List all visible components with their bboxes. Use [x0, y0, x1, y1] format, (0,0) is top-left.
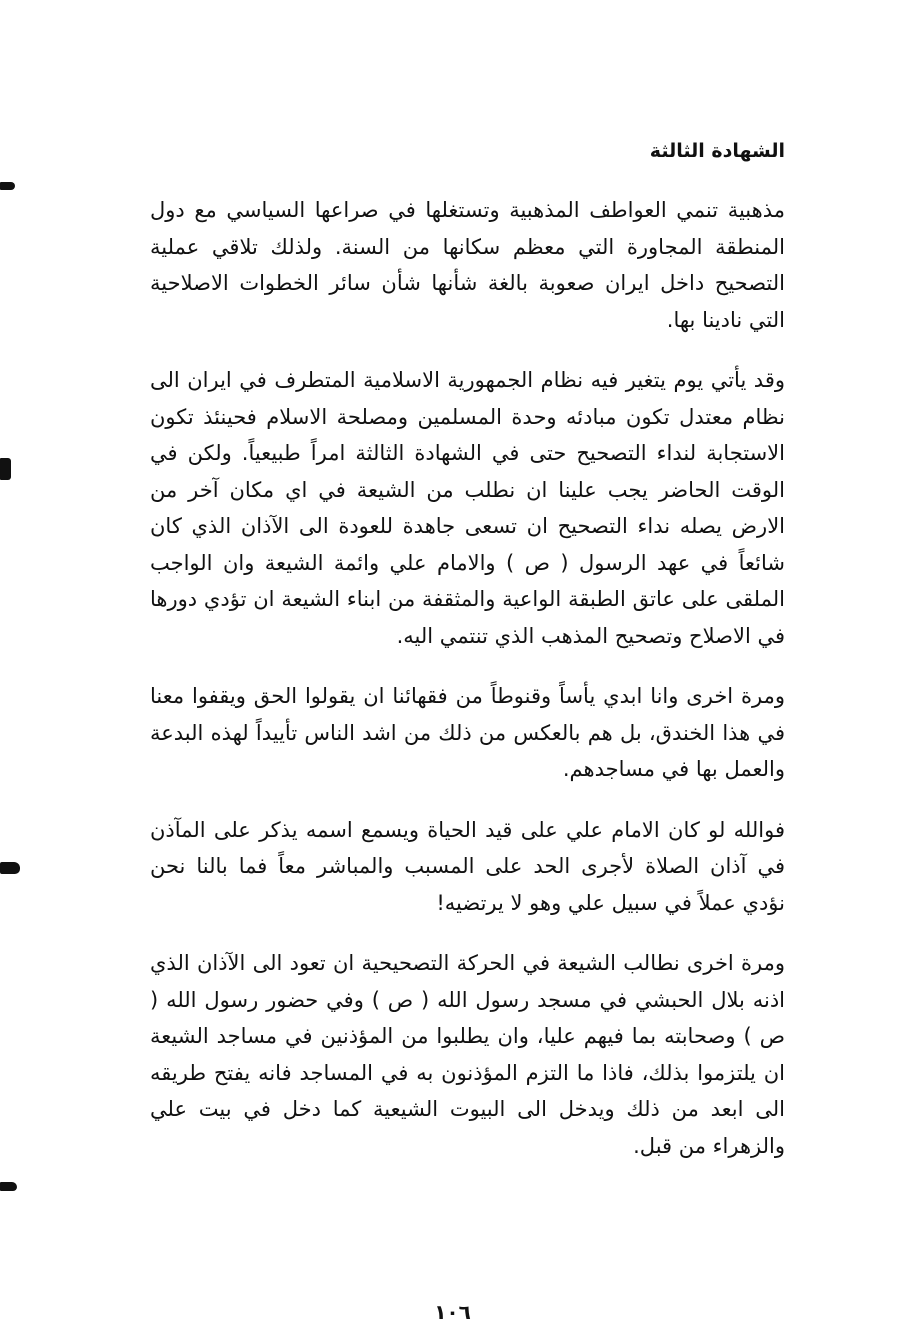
paragraph: فوالله لو كان الامام علي على قيد الحياة ويسمع اسمه يذكر على المآذن في آذان الصلاة لأجرى الحد على المسبب والمباشر معاً فما بالنا نحن نؤدي عملاً في سبيل علي وهو لا يرتضيه! [150, 817, 785, 915]
body-text [150, 192, 785, 1188]
paragraph: ومرة اخرى وانا ابدي يأساً وقنوطاً من فقهائنا ان يقولوا الحق ويقفوا معنا في هذا الخندق، بل هم بالعكس من ذلك من اشد الناس تأييداً لهذه البدعة والعمل بها في مساجدهم. [150, 684, 785, 781]
paragraph: ومرة اخرى نطالب الشيعة في الحركة التصحيحية ان تعود الى الآذان الذي اذنه بلال الحبشي في مسجد رسول الله ( ص ) وفي حضور رسول الله ( ص ) وصحابته بما فيهم عليا، وان يطلبوا من المؤذنين في مساجد الشيعة ان يلتزموا بذلك، فاذا ما التزم المؤذنون به في المساجد فانه يفتح طريقه الى ابعد من ذلك ويدخل الى البيوت الشيعية كما دخل في بيت علي والزهراء من قبل. [150, 951, 785, 1158]
scan-edge-mark [0, 458, 11, 480]
scan-edge-mark [0, 182, 15, 190]
paragraph: مذهبية تنمي العواطف المذهبية وتستغلها في صراعها السياسي مع دول المنطقة المجاورة التي معظم سكانها من السنة. ولذلك تلاقي عملية التصحيح داخل ايران صعوبة بالغة شأنها شأن سائر الخطوات الاصلاحية التي نادينا بها. [150, 198, 785, 332]
paragraph: وقد يأتي يوم يتغير فيه نظام الجمهورية الاسلامية المتطرف في ايران الى نظام معتدل تكون مبادئه وحدة المسلمين ومصلحة الاسلام فحينئذ تكون الاستجابة لنداء التصحيح حتى في الشهادة الثالثة امراً طبيعياً. ولكن في الوقت الحاضر يجب علينا ان نطلب من الشيعة في اي مكان آخر من الارض يصله نداء التصحيح ان تسعى جاهدة للعودة الى الآذان الذي كان شائعاً في عهد الرسول ( ص ) والامام علي وائمة الشيعة وان الواجب الملقى على عاتق الطبقة الواعية والمثقفة من ابناء الشيعة ان تؤدي دورها في الاصلاح وتصحيح المذهب الذي تنتمي اليه. [150, 368, 785, 648]
running-header-title: الشهادة الثالثة [649, 140, 785, 162]
scan-edge-mark [0, 862, 20, 874]
page-number: ١٠٦ [434, 1300, 471, 1324]
scan-edge-mark [0, 1182, 17, 1191]
